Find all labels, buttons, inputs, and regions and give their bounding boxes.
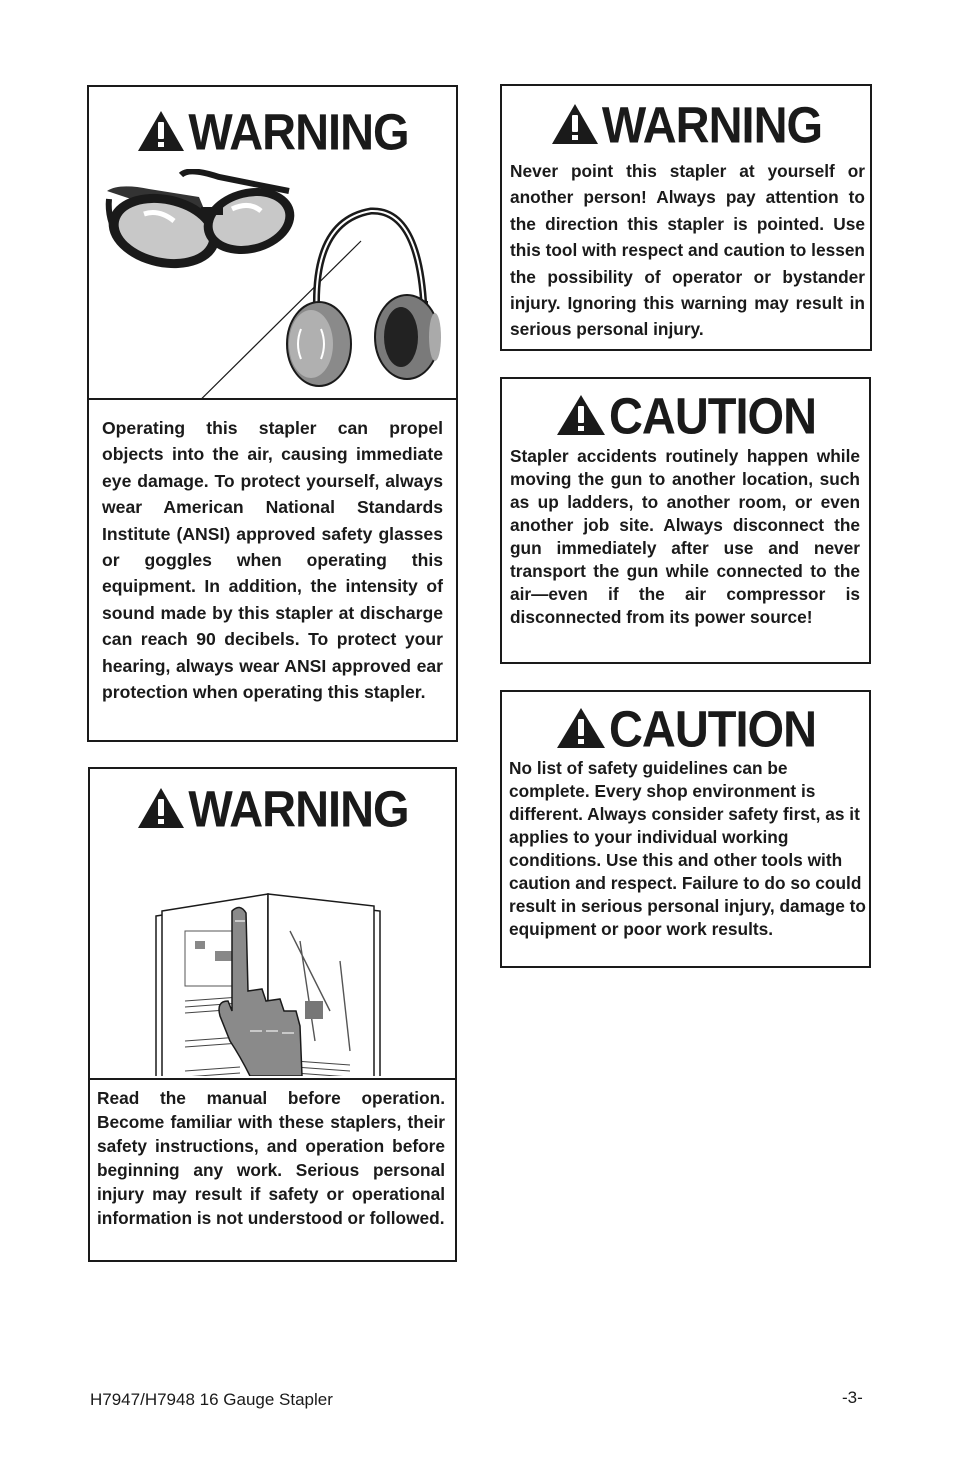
caution-label: CAUTION [608, 386, 817, 444]
never-point-text: Never point this stapler at yourself or another person! Always pay attention to the direction this stapler is pointed. Use this tool with respect and caution to lessen the possibility of operator or bystander injury. Ignoring this warning may result in serious personal injury. [510, 161, 865, 340]
box-divider [90, 1078, 455, 1080]
transport-caution-text: Stapler accidents routinely happen while moving the gun to another location, such as up ladders, to another room, or even another job site. Always disconnect the gun immediately after use and never transport the gun while connected to the air—even if the air compressor is disconnected from its power source! [510, 446, 860, 627]
box-divider [89, 398, 456, 400]
warning-triangle-icon [550, 102, 600, 146]
caution-header [502, 692, 869, 762]
manual-with-pointing-hand-illustration [90, 841, 455, 1076]
warning-label: WARNING [188, 102, 409, 160]
warning-box-read-manual [88, 767, 457, 1262]
caution-box-transport [500, 377, 871, 664]
eye-ear-protection-text: Operating this stapler can propel objects into the air, causing immediate eye damage. To protect yourself, always wear American National Standards Institute (ANSI) approved safety glasses or goggles when operating this equipment. In addition, the intensity of sound made by this stapler at discharge can reach 90 decibels. To protect your hearing, always wear ANSI approved ear protection when operating this stapler. [102, 418, 443, 703]
warning-label: WARNING [601, 95, 823, 153]
caution-triangle-icon [555, 706, 607, 750]
warning-header [89, 87, 456, 171]
warning-header [90, 769, 455, 845]
warning-triangle-icon [136, 786, 186, 830]
read-manual-text: Read the manual before operation. Become familiar with these staplers, their safety instructions, and operation before beginning any work. Serious personal injury may result if safety or operational information is not understood or followed. [97, 1088, 445, 1228]
page-number: -3- [842, 1388, 863, 1407]
guidelines-caution-text: No list of safety guidelines can be complete. Every shop environment is different. Always consider safety first, as it applies to your individual working conditions. Use this and other tools with caution and respect. Failure to do so could result in serious personal injury, damage to equipment or poor work results. [509, 758, 866, 939]
warning-label: WARNING [188, 779, 409, 837]
ear-muffs-icon [287, 211, 441, 386]
footer-model-label: H7947/H7948 16 Gauge Stapler [90, 1390, 333, 1409]
warning-triangle-icon [136, 109, 186, 153]
safety-glasses-and-ear-muffs-illustration [89, 169, 456, 399]
caution-box-guidelines [500, 690, 871, 968]
caution-triangle-icon [555, 393, 607, 437]
warning-header [502, 86, 870, 160]
caution-label: CAUTION [608, 699, 817, 757]
safety-glasses-icon [102, 171, 302, 277]
caution-header [502, 379, 869, 449]
warning-box-eye-ear-protection [87, 85, 458, 742]
warning-box-never-point [500, 84, 872, 351]
